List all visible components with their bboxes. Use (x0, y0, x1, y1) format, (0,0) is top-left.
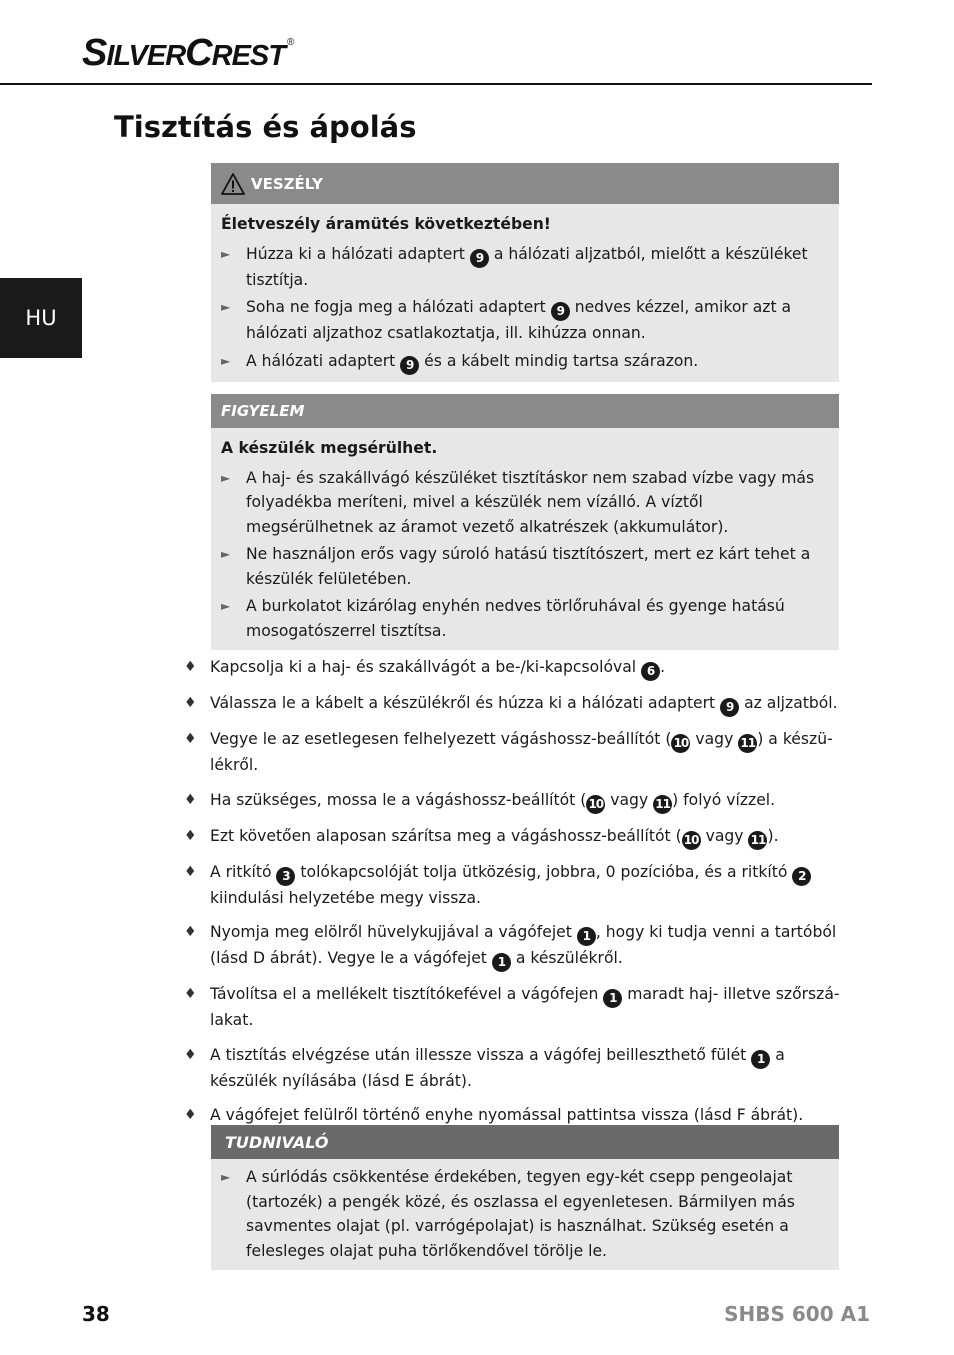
step-item: ♦ Vegye le az esetlegesen felhelyezett vágáshossz-beállítót ( 10 vagy 11 ) a készü-lékről. (184, 727, 844, 778)
part-number-badge: 2 (792, 867, 811, 886)
diamond-bullet-icon: ♦ (184, 924, 197, 940)
arrow-bullet-icon: ► (221, 470, 231, 485)
diamond-bullet-icon: ♦ (184, 863, 197, 880)
part-number-badge: 9 (551, 302, 570, 321)
page-number: 38 (82, 1302, 110, 1326)
diamond-bullet-icon: ♦ (184, 659, 197, 675)
step-item: ♦ A tisztítás elvégzése után illessze vissza a vágófej beilleszthető fülét 1 a készülék nyílásába (lásd E ábrát). (184, 1043, 844, 1094)
brand-logo: SILVERCREST ® (82, 32, 294, 74)
part-number-badge: 3 (276, 867, 295, 886)
diamond-bullet-icon: ♦ (184, 827, 197, 844)
part-number-badge: 11 (738, 734, 757, 753)
info-item: ► A súrlódás csökkentése érdekében, tegyen egy-két csepp pengeolajat (tartozék) a pengék közé, és oszlassa el egyenletesen. Bármilyen más savmentes olajat (pl. varrógépolajat) is használhat. Szükség esetén a felesleges olajat puha törlőkendővel törölje le. (221, 1165, 829, 1263)
danger-item: ► Húzza ki a hálózati adaptert 9 a hálózati aljzatból, mielőtt a készüléket tisztítja. (221, 242, 829, 293)
part-number-badge: 9 (720, 698, 739, 717)
part-number-badge: 1 (603, 989, 622, 1008)
diamond-bullet-icon: ♦ (184, 1107, 197, 1123)
part-number-badge: 6 (641, 662, 660, 681)
language-tab: HU (0, 278, 82, 358)
caution-item: ► A burkolatot kizárólag enyhén nedves törlőruhával és gyenge hatású mosogatószerrel tisztítsa. (221, 594, 829, 643)
arrow-bullet-icon: ► (221, 300, 231, 314)
diamond-bullet-icon: ♦ (184, 791, 197, 808)
diamond-bullet-icon: ♦ (184, 731, 197, 747)
danger-notice-header (211, 163, 839, 204)
step-item: ♦ A vágófejet felülről történő enyhe nyomással pattintsa vissza (lásd F ábrát). (184, 1103, 844, 1128)
danger-item: ► A hálózati adaptert 9 és a kábelt mindig tartsa szárazon. (221, 349, 829, 375)
part-number-badge: 1 (577, 927, 596, 946)
caution-item: ► A haj- és szakállvágó készüléket tisztításkor nem szabad vízbe vagy más folyadékba meríteni, mivel a készülék nem vízálló. A víztől megsérülhetnek az áramot vezető alkatrészek (akkumulátor). (221, 466, 829, 540)
danger-notice (211, 163, 839, 382)
diamond-bullet-icon: ♦ (184, 986, 197, 1002)
arrow-bullet-icon: ► (221, 599, 231, 613)
arrow-bullet-icon: ► (221, 353, 231, 368)
info-notice-title: TUDNIVALÓ (225, 1132, 329, 1152)
part-number-badge: 10 (586, 795, 605, 814)
part-number-badge: 1 (751, 1050, 770, 1069)
diamond-bullet-icon: ♦ (184, 695, 197, 711)
part-number-badge: 11 (748, 831, 767, 850)
part-number-badge: 10 (671, 734, 690, 753)
caution-notice-title: FIGYELEM (221, 402, 305, 420)
step-item: ♦ Válassza le a kábelt a készülékről és húzza ki a hálózati adaptert 9 az aljzatból. (184, 691, 844, 717)
part-number-badge: 1 (492, 953, 511, 972)
step-item: ♦ Ha szükséges, mossa le a vágáshossz-beállítót ( 10 vagy 11 ) folyó vízzel. (184, 788, 844, 814)
model-name: SHBS 600 A1 (724, 1302, 870, 1326)
arrow-bullet-icon: ► (221, 246, 231, 261)
diamond-bullet-icon: ♦ (184, 1046, 197, 1063)
cleaning-steps-list (184, 655, 844, 1138)
page-title: Tisztítás és ápolás (114, 110, 417, 144)
arrow-bullet-icon: ► (221, 1170, 231, 1184)
danger-notice-title: VESZÉLY (251, 174, 323, 193)
danger-item: ► Soha ne fogja meg a hálózati adaptert 9 nedves kézzel, amikor azt a hálózati aljzathoz csatlakoztatja, ill. kihúzza onnan. (221, 295, 829, 346)
arrow-bullet-icon: ► (221, 547, 231, 561)
caution-item: ► Ne használjon erős vagy súroló hatású tisztítószert, mert ez kárt tehet a készülék felületében. (221, 542, 829, 591)
part-number-badge: 10 (682, 831, 701, 850)
part-number-badge: 11 (653, 795, 672, 814)
warning-triangle-icon (221, 173, 245, 195)
info-notice-header (211, 1125, 839, 1159)
step-item: ♦ A ritkító 3 tolókapcsolóját tolja ütközésig, jobbra, 0 pozícióba, és a ritkító 2 kiindulási helyzetébe megy vissza. (184, 860, 844, 911)
step-item: ♦ Nyomja meg elölről hüvelykujjával a vágófejet 1 , hogy ki tudja venni a tartóból (lásd D ábrát). Vegye le a vágófejet 1 a készülékről. (184, 920, 844, 972)
caution-notice-header (211, 394, 839, 428)
step-item: ♦ Távolítsa el a mellékelt tisztítókefével a vágófejen 1 maradt haj- illetve szőrszá-lakat. (184, 982, 844, 1033)
caution-notice-lead: A készülék megsérülhet. (221, 439, 438, 457)
info-notice (211, 1125, 839, 1270)
caution-notice (211, 394, 839, 650)
step-item: ♦ Ezt követően alaposan szárítsa meg a vágáshossz-beállítót ( 10 vagy 11 ). (184, 824, 844, 850)
part-number-badge: 9 (470, 249, 489, 268)
part-number-badge: 9 (400, 356, 419, 375)
step-item: ♦ Kapcsolja ki a haj- és szakállvágót a be-/ki-kapcsolóval 6 . (184, 655, 844, 681)
danger-notice-lead: Életveszély áramütés következtében! (221, 215, 551, 233)
header-rule (0, 83, 872, 85)
